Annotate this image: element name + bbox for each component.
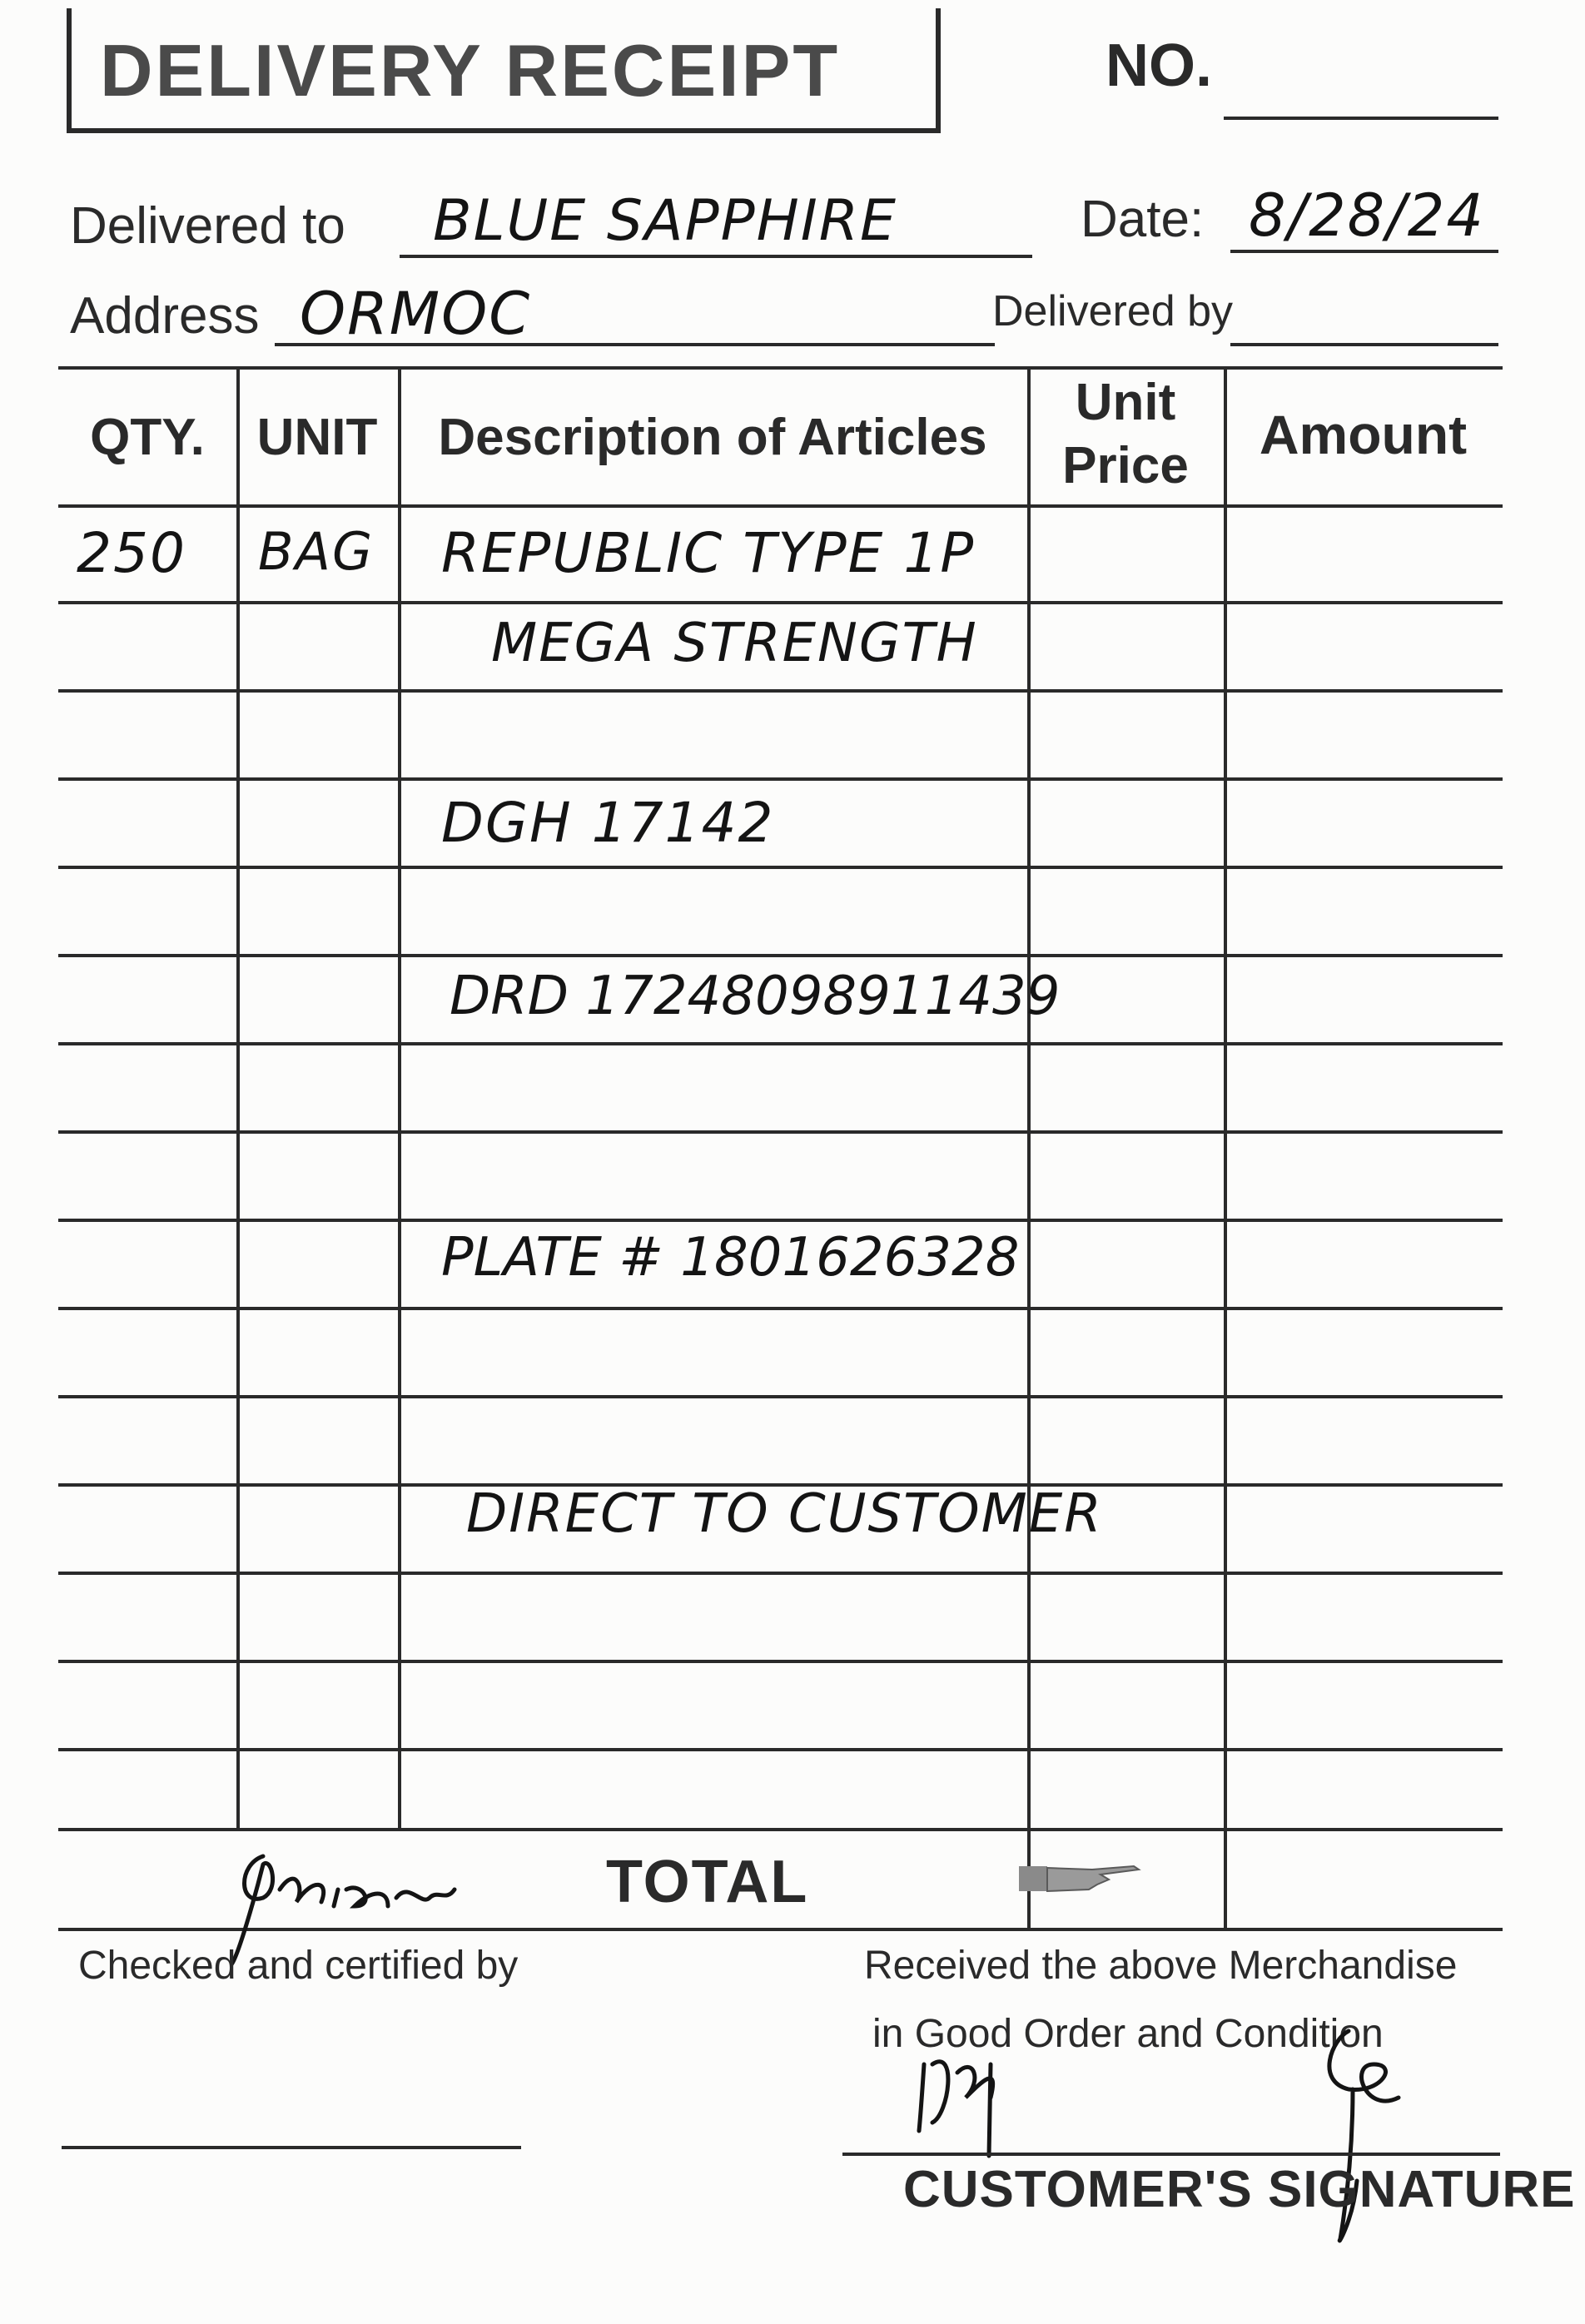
row-1-description: REPUBLIC TYPE 1P (441, 521, 976, 585)
amount-header: Amount (1259, 404, 1468, 465)
row-1-unit: BAG (258, 521, 374, 582)
row-4-description: DGH 17142 (441, 791, 775, 855)
delivered-to-field[interactable] (400, 255, 1032, 258)
row-6-description: DRD 17248098911439 (450, 966, 1061, 1027)
delivered-to-value: BLUE SAPPHIRE (433, 188, 897, 254)
description-header: Description of Articles (438, 409, 987, 466)
customer-signature-label: CUSTOMER'S SIGNATURE (903, 2161, 1576, 2218)
row-9-description: PLATE # 1801626328 (441, 1227, 1020, 1289)
date-value: 8/28/24 (1249, 181, 1485, 250)
unit-price-header-line1: Unit (1075, 374, 1176, 431)
row-1-qty: 250 (77, 521, 186, 585)
receipt-number-field[interactable] (1224, 117, 1498, 120)
receipt-title: DELIVERY RECEIPT (100, 29, 841, 112)
unit-price-header-line2: Price (1062, 437, 1189, 494)
address-label: Address (70, 287, 260, 345)
address-field[interactable] (275, 343, 995, 346)
pointing-hand-icon (1017, 1860, 1142, 1896)
received-line-1: Received the above Merchandise (864, 1944, 1458, 1988)
address-value: ORMOC (300, 280, 532, 348)
date-label: Date: (1081, 191, 1205, 248)
row-12-description: DIRECT TO CUSTOMER (466, 1483, 1103, 1545)
checker-signature-line[interactable] (62, 2146, 521, 2149)
delivered-by-label: Delivered by (992, 287, 1234, 335)
articles-table (58, 366, 1503, 1931)
customer-signature-line[interactable] (842, 2153, 1500, 2156)
delivered-by-field[interactable] (1230, 343, 1498, 346)
received-line-2: in Good Order and Condition (872, 2012, 1384, 2056)
customer-signature (899, 2014, 1465, 2256)
date-field[interactable] (1230, 250, 1498, 253)
qty-header: QTY. (90, 409, 205, 466)
checked-certified-label: Checked and certified by (78, 1944, 519, 1988)
receipt-number-label: NO. (1106, 32, 1213, 99)
unit-header: UNIT (256, 409, 378, 466)
row-2-description: MEGA STRENGTH (491, 613, 978, 674)
delivered-to-label: Delivered to (70, 197, 345, 255)
total-label: TOTAL (606, 1849, 809, 1915)
